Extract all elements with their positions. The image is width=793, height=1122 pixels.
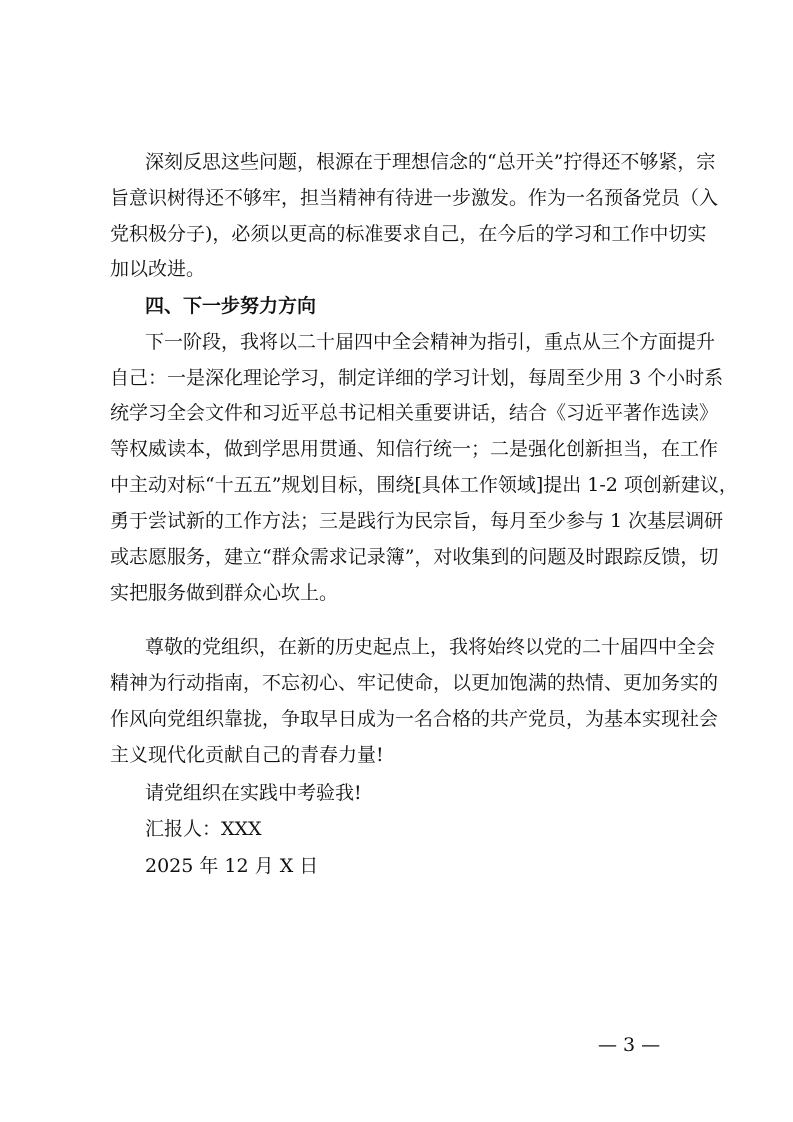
- paragraph-line: 中主动对标“十五五”规划目标，围绕[具体工作领域]提出 1-2 项创新建议，: [110, 474, 738, 496]
- paragraph-line: 勇于尝试新的工作方法；三是践行为民宗旨，每月至少参与 1 次基层调研: [110, 510, 724, 532]
- page-number: — 3 —: [598, 1034, 661, 1056]
- paragraph-line: 尊敬的党组织，在新的历史起点上，我将始终以党的二十届四中全会: [145, 636, 716, 658]
- paragraph-line: 加以改进。: [110, 258, 206, 280]
- paragraph-line: 自己：一是深化理论学习，制定详细的学习计划，每周至少用 3 个小时系: [110, 367, 724, 389]
- paragraph-line: 深刻反思这些问题，根源在于理想信念的“总开关”拧得还不够紧，宗: [145, 151, 716, 173]
- paragraph-line: 或志愿服务，建立“群众需求记录簿”，对收集到的问题及时跟踪反馈，切: [110, 546, 719, 568]
- paragraph-line: 统学习全会文件和习近平总书记相关重要讲话，结合《习近平著作选读》: [110, 402, 719, 424]
- paragraph-line: 精神为行动指南，不忘初心、牢记使命，以更加饱满的热情、更加务实的: [110, 672, 719, 694]
- date-line: 2025 年 12 月 X 日: [145, 855, 319, 877]
- closing-line: 请党组织在实践中考验我!: [145, 782, 362, 804]
- paragraph-line: 主义现代化贡献自己的青春力量!: [110, 744, 384, 766]
- paragraph-line: 作风向党组织靠拢，争取早日成为一名合格的共产党员，为基本实现社会: [110, 708, 719, 730]
- paragraph-line: 等权威读本，做到学思用贯通、知信行统一；二是强化创新担当，在工作: [110, 438, 719, 460]
- section-heading: 四、下一步努力方向: [145, 295, 317, 317]
- paragraph-line: 实把服务做到群众心坎上。: [110, 582, 339, 604]
- reporter-line: 汇报人：XXX: [145, 818, 262, 840]
- paragraph-line: 党积极分子)，必须以更高的标准要求自己，在今后的学习和工作中切实: [110, 223, 707, 245]
- paragraph-line: 旨意识树得还不够牢，担当精神有待进一步激发。作为一名预备党员（入: [110, 187, 719, 209]
- paragraph-line: 下一阶段，我将以二十届四中全会精神为指引，重点从三个方面提升: [145, 331, 716, 353]
